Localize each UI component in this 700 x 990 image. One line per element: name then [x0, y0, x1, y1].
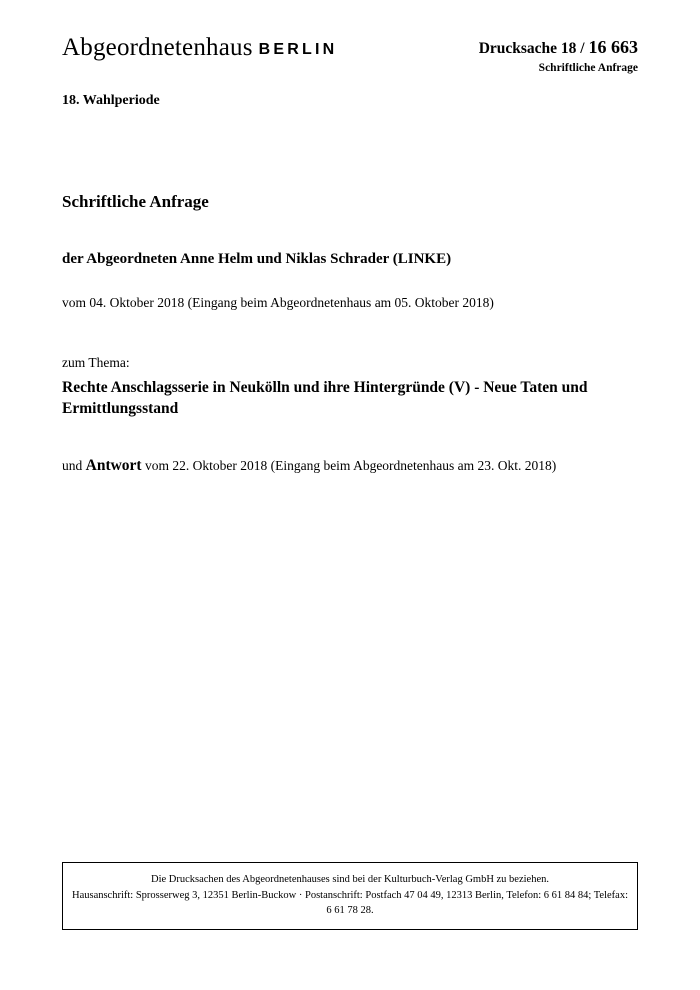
drucksache-line	[479, 36, 638, 59]
masthead-main-text: Abgeordnetenhaus	[62, 34, 253, 61]
topic-label: zum Thema:	[62, 355, 130, 370]
document-type-label: Schriftliche Anfrage	[538, 61, 638, 74]
drucksache-label: Drucksache 18 /	[478, 40, 585, 57]
answer-line	[62, 457, 638, 475]
footer-line-2: Hausanschrift: Sprosserweg 3, 12351 Berlin-Buckow · Postanschrift: Postfach 47 04 49, 12313 Berlin, Telefon: 6 61 84 84; Telefax: 6 61 78 28.	[71, 889, 628, 917]
masthead	[62, 34, 337, 62]
answer-date: vom 22. Oktober 2018 (Eingang beim Abgeordnetenhaus am 23. Okt. 2018)	[144, 458, 557, 474]
document-footer	[62, 862, 638, 930]
wahlperiode-label: 18. Wahlperiode	[62, 93, 160, 108]
topic-title: Rechte Anschlagsserie in Neukölln und ihre Hintergründe (V) - Neue Taten und Ermittlungsstand	[62, 379, 588, 417]
document-body	[62, 192, 638, 475]
authors-line: der Abgeordneten Anne Helm und Niklas Schrader (LINKE)	[62, 251, 452, 267]
page-title: Schriftliche Anfrage	[62, 192, 209, 211]
answer-word: Antwort	[85, 457, 142, 475]
drucksache-reference	[479, 36, 638, 75]
drucksache-number: 16 663	[588, 37, 638, 57]
footer-line-1: Die Drucksachen des Abgeordnetenhauses sind bei der Kulturbuch-Verlag GmbH zu beziehen.	[151, 873, 549, 885]
document-header	[62, 34, 638, 80]
submission-date-line: vom 04. Oktober 2018 (Eingang beim Abgeordnetenhaus am 05. Oktober 2018)	[62, 295, 494, 310]
masthead-city-text: BERLIN	[258, 41, 338, 58]
answer-prefix: und	[62, 458, 83, 474]
